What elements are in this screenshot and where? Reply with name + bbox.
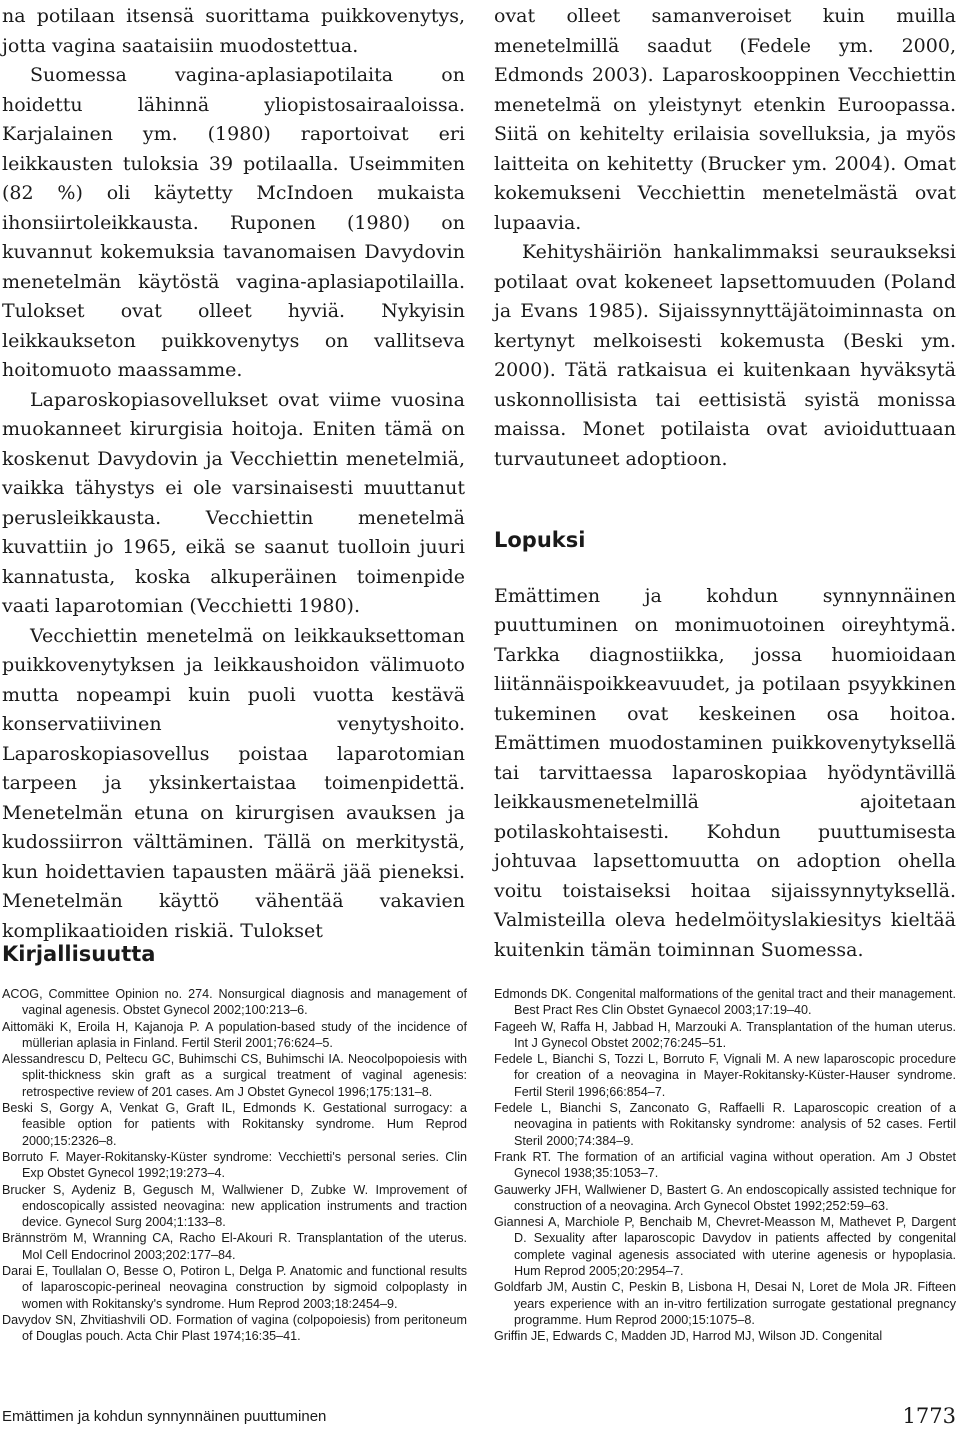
reference-item: Beski S, Gorgy A, Venkat G, Graft IL, Edmonds K. Gestational surrogacy: a feasible option for patients with Rokitansky syndrome. Hum Reprod 2000;15:2326–8. [2,1101,467,1148]
reference-item: ACOG, Committee Opinion no. 274. Nonsurgical diagnosis and management of vaginal agenesis. Obstet Gynecol 2002;100:213–6. [2,987,467,1018]
reference-item: Fedele L, Bianchi S, Tozzi L, Borruto F, Vignali M. A new laparoscopic procedure for creation of a neovagina in Mayer-Rokitansky-Küster-Hauser syndrome. Fertil Steril 1996;66:854–7. [494,1052,956,1099]
reference-item: Fageeh W, Raffa H, Jabbad H, Marzouki A. Transplantation of the human uterus. Int J Gynecol Obstet 2002;76:245–51. [494,1019,956,1050]
reference-item: Fedele L, Bianchi S, Zanconato G, Raffaelli R. Laparoscopic creation of a neovagina in patients with Rokitansky syndrome: analysis of 52 cases. Fertil Steril 2000;74:384–9. [494,1101,956,1148]
reference-item: Darai E, Toullalan O, Besse O, Potiron L, Delga P. Anatomic and functional results of laparoscopic-perineal neovagina construction by sigmoid colpoplasty in women with Rokitansky's syndrome. Hum Reprod 2003;18:2454–9. [2,1264,467,1311]
conclusion-paragraph: Emättimen ja kohdun synnynnäinen puuttuminen on monimuotoinen oireyhtymä. Tarkka diagnostiikka, jossa huomioidaan liitännäispoikkeavuudet, ja potilaan psyykkinen tukeminen ovat keskeinen osa hoitoa. Emättimen muodostaminen puikkovenytyksellä tai tarvittaessa laparoskopiaa hyödyntävillä leikkausmenetelmillä ajoitetaan potilaskohtaisesti. Kohdun puuttumisesta johtuvaa lapsettomuutta on adoption ohella voitu toistaiseksi hoitaa sijaissynnytyksellä. Valmisteilla oleva hedelmöityslakiesitys kieltää kuitenkin tämän toiminnan Suomessa. [494,584,956,961]
reference-item: Giannesi A, Marchiole P, Benchaib M, Chevret-Measson M, Mathevet P, Dargent D. Sexuality after laparoscopic Davydov in patients affected by congenital complete vaginal agenesis associated with uterine agenesis or hypoplasia. Hum Reprod 2005;20:2954–7. [494,1215,956,1279]
page-number: 1773 [902,1404,956,1428]
references-left-column [2,986,467,1345]
body-paragraph: Suomessa vagina-aplasiapotilaita on hoidettu lähinnä yliopistosairaaloissa. Karjalainen ym. (1980) raportoivat eri leikkausten tuloksia 39 potilaalla. Useimmiten (82 %) oli käytetty McIndoen mukaista ihonsiirtoleikkausta. Ruponen (1980) on kuvannut kokemuksia tavanomaisen Davydovin menetelmän käytöstä vagina-aplasiapotilailla. Tulokset ovat olleet hyviä. Nykyisin leikkaukseton puikkovenytys on vallitseva hoitomuoto maassamme. [2,64,465,381]
body-paragraph: Vecchiettin menetelmä on leikkauksettoman puikkovenytyksen ja leikkaushoidon välimuoto mutta nopeampi kuin puoli vuotta kestävä konservatiivinen venytyshoito. Laparoskopiasovellus poistaa laparotomian tarpeen ja yksinkertaistaa toimenpidettä. Menetelmän etuna on kirurgisen avauksen ja kudossiirron välttäminen. Tällä on merkitystä, kun hoidettavien tapausten määrä jää pieneksi. Menetelmän käyttö vähentää vakavien komplikaatioiden riskiä. Tulokset [2,624,465,942]
reference-item: Gauwerky JFH, Wallwiener D, Bastert G. An endoscopically assisted technique for construction of a neovagina. Arch Gynecol Obstet 1992;252:59–63. [494,1182,956,1213]
reference-item: Davydov SN, Zhvitiashvili OD. Formation of vagina (colpopoiesis) from peritoneum of Douglas pouch. Acta Chir Plast 1974;16:35–41. [2,1312,467,1344]
reference-item: Goldfarb JM, Austin C, Peskin B, Lisbona H, Desai N, Loret de Mola JR. Fifteen years experience with an in-vitro fertilization surrogate gestational pregnancy programme. Hum Reprod 2000;15:1075–8. [494,1280,956,1327]
references-heading: Kirjallisuutta [2,942,156,966]
body-paragraph: Laparoskopiasovellukset ovat viime vuosina muokanneet kirurgisia hoitoja. Eniten tämä on koskenut Davydovin ja Vecchiettin menetelmiä, vaikka tähystys ei ole varsinaisesti muuttanut perusleikkausta. Vecchiettin menetelmä kuvattiin jo 1965, eikä se saanut tuolloin juuri kannatusta, koska alkuperäinen toimenpide vaati laparotomian (Vecchietti 1980). [2,388,465,617]
reference-item: Brännström M, Wranning CA, Racho El-Akouri R. Transplantation of the uterus. Mol Cell Endocrinol 2003;202:177–84. [2,1231,467,1262]
reference-item: Alessandrescu D, Peltecu GC, Buhimschi CS, Buhimschi IA. Neocolpopoiesis with split-thickness skin graft as a surgical treatment of vaginal agenesis: retrospective review of 201 cases. Am J Obstet Gynecol 1996;175:131–8. [2,1052,467,1099]
running-title: Emättimen ja kohdun synnynnäinen puuttuminen [2,1408,327,1425]
body-paragraph: Kehityshäiriön hankalimmaksi seuraukseksi potilaat ovat kokeneet lapsettomuuden (Poland ja Evans 1985). Sijaissynnyttäjätoiminnasta on kertynyt melkoisesti kokemusta (Beski ym. 2000). Tätä ratkaisua ei kuitenkaan hyväksytä uskonnollisista tai eettisistä syistä monissa maissa. Monet potilaista ovat avioiduttuaan turvautuneet adoptioon. [494,241,956,470]
left-text-column [2,2,465,946]
right-text-column [494,2,956,965]
reference-item: Frank RT. The formation of an artificial vagina without operation. Am J Obstet Gynecol 1938;35:1053–7. [494,1149,956,1181]
section-heading: Lopuksi [494,528,586,552]
reference-item: Edmonds DK. Congenital malformations of the genital tract and their management. Best Pract Res Clin Obstet Gynaecol 2003;17:19–40. [494,987,956,1018]
reference-item: Borruto F. Mayer-Rokitansky-Küster syndrome: Vecchietti's personal series. Clin Exp Obstet Gynecol 1992;19:273–4. [2,1149,467,1181]
references-right-column [494,986,956,1345]
body-paragraph: ovat olleet samanveroiset kuin muilla menetelmillä saadut (Fedele ym. 2000, Edmonds 2003). Laparoskooppinen Vecchiettin menetelmä on yleistynyt etenkin Euroopassa. Siitä on kehitelty erilaisia sovelluksia, ja myös laitteita on kehitetty (Brucker ym. 2004). Omat kokemukseni Vecchiettin menetelmästä ovat lupaavia. [494,5,956,234]
reference-item: Griffin JE, Edwards C, Madden JD, Harrod MJ, Wilson JD. Congenital [494,1329,883,1344]
body-paragraph: na potilaan itsensä suorittama puikkovenytys, jotta vagina saataisiin muodostettua. [2,5,465,57]
reference-item: Brucker S, Aydeniz B, Gegusch M, Wallwiener D, Zubke W. Improvement of endoscopically assisted neovagina: new application instruments and traction device. Gynecol Surg 2004;1:133–8. [2,1182,467,1230]
reference-item: Aittomäki K, Eroila H, Kajanoja P. A population-based study of the incidence of müllerian aplasia in Finland. Fertil Steril 2001;76:624–5. [2,1019,467,1050]
